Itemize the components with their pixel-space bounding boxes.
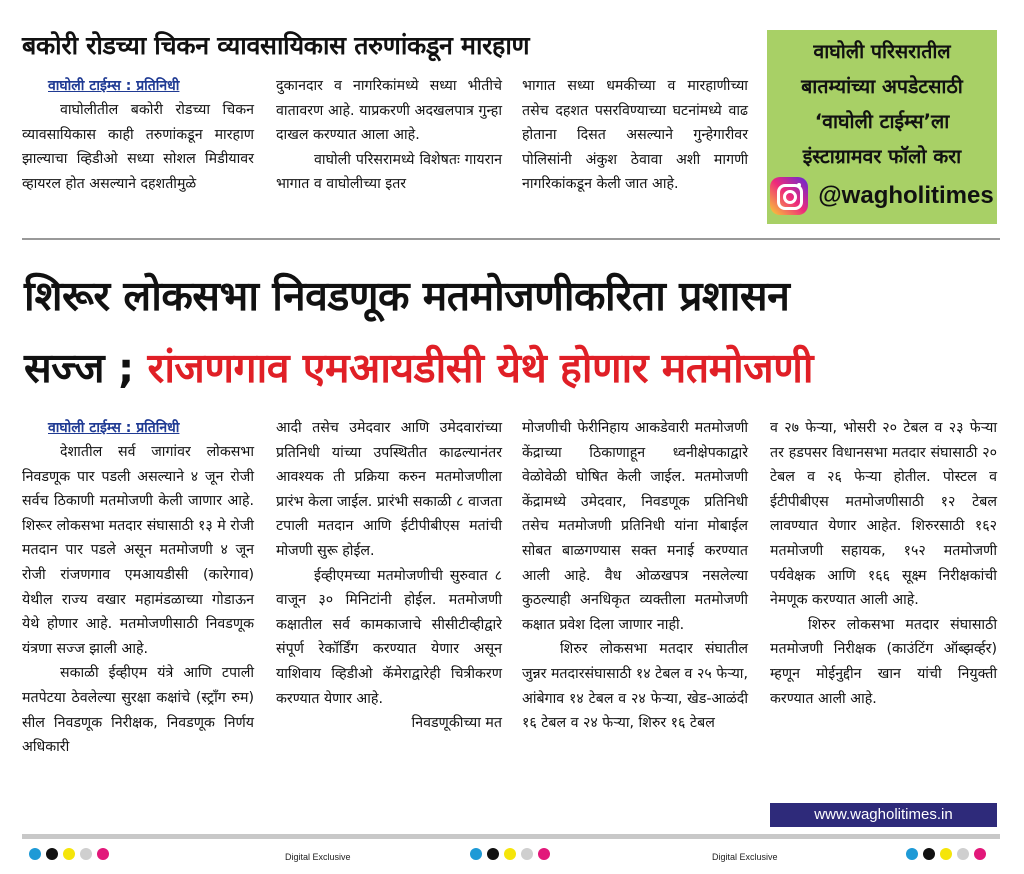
promo-line: इंस्टाग्रामवर फॉलो करा: [802, 145, 962, 168]
black-dot: [923, 848, 935, 860]
main-headline-red: रांजणगाव एमआयडीसी येथे होणार मतमोजणी: [147, 344, 813, 392]
footer-label-right: Digital Exclusive: [712, 852, 778, 862]
main-article-text: मोजणीची फेरीनिहाय आकडेवारी मतमोजणी केंद्राच्या ठिकाणाहून ध्वनीक्षेपकाद्वारे वेळोवेळी घोषित केली जाईल. मतमोजणी केंद्रामध्ये उमेदवार, निवडणूक प्रतिनिधी तसेच मतमोजणी प्रतिनिधी यांना मोबाईल सोबत बाळगण्यास सक्त मनाई करण्यात आली आहे. वैध ओळखपत्र नसलेल्या कुठल्याही अनधिकृत व्यक्तीला मतमोजणी कक्षात प्रवेश दिला जाणार नाही.: [522, 420, 748, 633]
top-article-text: वाघोलीतील बकोरी रोडच्या चिकन व्यावसायिकास काही तरुणांकडून मारहाण झाल्याचा व्हिडीओ सध्या सोशल मिडीयावर व्हायरल होत असल्याने दहशतीमुळे: [22, 102, 254, 192]
footer-label-left: Digital Exclusive: [285, 852, 351, 862]
magenta-dot: [538, 848, 550, 860]
main-headline-line-1: शिरूर लोकसभा निवडणूक मतमोजणीकरिता प्रशासन: [24, 272, 790, 320]
top-article-headline: बकोरी रोडच्या चिकन व्यावसायिकास तरुणांकडून मारहाण: [22, 31, 530, 60]
main-headline-line-2: [24, 340, 1000, 396]
main-article-text: आदी तसेच उमेदवार आणि उमेदवारांच्या प्रतिनिधी यांच्या उपस्थितीत काढल्यानंतर आवश्यक ती प्रक्रिया करुन मतमोजणीला प्रारंभ केला जाईल. प्रारंभी सकाळी ८ वाजता टपाली मतदान आणि ईटीपीबीएस मतांची मोजणी सुरू होईल.: [276, 420, 502, 559]
main-article-text: शिरुर लोकसभा मतदार संघातील जुन्नर मतदारसंघासाठी १४ टेबल व २५ फेऱ्या, आंबेगाव १४ टेबल व २४ फेऱ्या, खेड-आळंदी १६ टेबल व २४ फेऱ्या, शिरुर १६ टेबल: [522, 641, 748, 732]
grey-dot: [957, 848, 969, 860]
top-article-text: भागात सध्या धमकीच्या व मारहाणीच्या तसेच दहशत पसरविण्याच्या घटनांमध्ये वाढ होताना दिसत असल्याने गुन्हेगारीवर पोलिसांनी अंकुश ठेवावा अशी मागणी नागरिकांकडून केली जात आहे.: [522, 78, 748, 193]
top-article-text: दुकानदार व नागरिकांमध्ये सध्या भीतीचे वातावरण आहे. याप्रकरणी अदखलपात्र गुन्हा दाखल करण्यात आला आहे.: [276, 78, 502, 144]
yellow-dot: [504, 848, 516, 860]
promo-line: वाघोली परिसरातील: [813, 40, 951, 63]
black-dot: [487, 848, 499, 860]
main-article-text: सकाळी ईव्हीएम यंत्रे आणि टपाली मतपेटया ठेवलेल्या सुरक्षा कक्षांचे (स्ट्राँग रुम) सील निवडणूक निरीक्षक, निवडणूक निर्णय अधिकारी: [22, 665, 254, 756]
yellow-dot: [940, 848, 952, 860]
main-article-text: ईव्हीएमच्या मतमोजणीची सुरुवात ८ वाजून ३० मिनिटांनी होईल. मतमोजणी कक्षातील सर्व कामकाजाचे सीसीटीव्हीद्वारे संपूर्ण रेकॉर्डिंग करण्यात येणार असून याशिवाय व्हिडीओ कॅमेराद्वारेही चित्रीकरण करण्यात येणार आहे.: [276, 567, 502, 707]
main-article-byline: वाघोली टाईम्स : प्रतिनिधी: [48, 420, 180, 436]
main-article-column-4: [770, 416, 997, 711]
main-article-column-2: [276, 416, 502, 736]
main-article-text: देशातील सर्व जागांवर लोकसभा निवडणूक पार पडली असल्याने ४ जून रोजी सर्वच ठिकाणी मतमोजणी केली जाणार आहे. शिरूर लोकसभा मतदार संघासाठी १३ मे रोजी मतदान पार पडले असून मतमोजणी ४ जून रोजी रांजणगाव एमआयडीसी (कारेगाव) येथील राज्य वखार महामंडळाच्या गोडाऊन येथे होणार आहे. मतमोजणीसाठी निवडणूक यंत्रणा सज्ज झाली आहे.: [22, 444, 254, 657]
handle-text: @wagholitimes: [818, 182, 994, 209]
promo-line: ‘वाघोली टाईम्स’ला: [814, 110, 950, 133]
magenta-dot: [974, 848, 986, 860]
registration-dots-right: [906, 848, 986, 860]
yellow-dot: [63, 848, 75, 860]
black-dot: [46, 848, 58, 860]
instagram-handle[interactable]: [767, 177, 997, 215]
instagram-promo-box: [767, 30, 997, 224]
top-article-column-1: [22, 74, 254, 196]
instagram-icon: [770, 177, 808, 215]
bottom-rule: [22, 834, 1000, 839]
promo-line: बातम्यांच्या अपडेटसाठी: [801, 75, 963, 98]
cyan-dot: [470, 848, 482, 860]
website-link[interactable]: www.wagholitimes.in: [770, 803, 997, 827]
top-article-byline: वाघोली टाईम्स : प्रतिनिधी: [48, 78, 180, 94]
grey-dot: [80, 848, 92, 860]
main-article-column-1: [22, 416, 254, 760]
main-article-text: व २७ फेऱ्या, भोसरी २० टेबल व २३ फेऱ्या तर हडपसर विधानसभा मतदार संघासाठी २० टेबल व २६ फेऱ्या होतील. पोस्टल व ईटीपीबीएस मतमोजणीसाठी १२ टेबल लावण्यात येणार आहेत. शिरुरसाठी १६२ मतमोजणी सहायक, १५२ मतमोजणी पर्यवेक्षक आणि १६६ सूक्ष्म निरीक्षकांची नेमणूक करण्यात आली आहे.: [770, 420, 997, 609]
section-divider: [22, 238, 1000, 240]
top-article-column-3: [522, 74, 748, 197]
top-article-text: वाघोली परिसरामध्ये विशेषतः गायरान भागात व वाघोलीच्या इतर: [276, 151, 502, 193]
cyan-dot: [906, 848, 918, 860]
registration-dots-left: [29, 848, 109, 860]
main-headline-black: सज्ज ;: [24, 344, 134, 392]
magenta-dot: [97, 848, 109, 860]
promo-text: [767, 34, 997, 174]
grey-dot: [521, 848, 533, 860]
main-article-column-3: [522, 416, 748, 736]
main-article-text: निवडणूकीच्या मत: [411, 715, 502, 732]
main-article-text: शिरुर लोकसभा मतदार संघासाठी मतमोजणी निरीक्षक (काउंटिंग ऑब्झर्व्हर) म्हणून मोईनुद्दीन खान यांची नियुक्ती करण्यात आली आहे.: [770, 616, 997, 707]
top-article-column-2: [276, 74, 502, 197]
registration-dots-center: [470, 848, 550, 860]
cyan-dot: [29, 848, 41, 860]
